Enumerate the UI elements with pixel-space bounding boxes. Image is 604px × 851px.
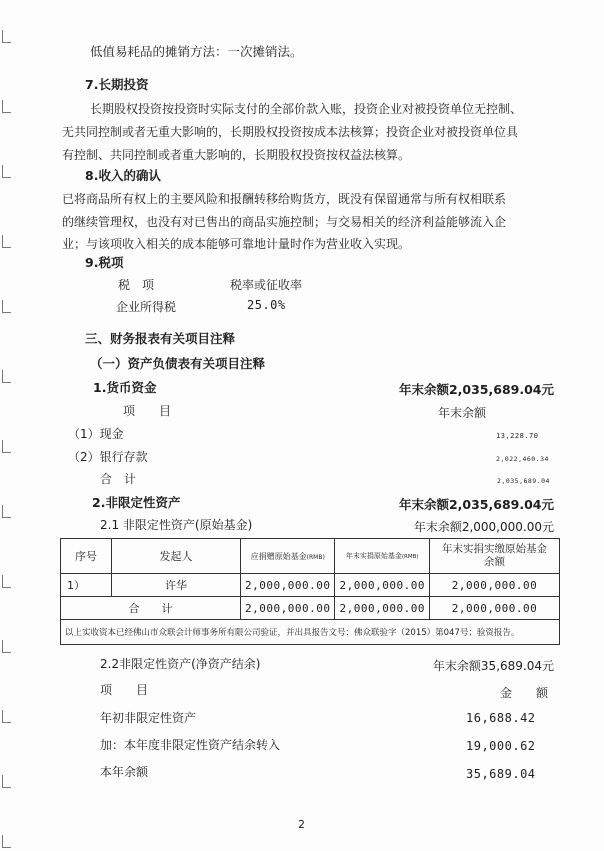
binding-mark [2, 775, 11, 788]
non-restricted-assets-title: 2.非限定性资产 [92, 495, 181, 510]
tax-column-header-rate: 税率或征收率 [230, 278, 303, 292]
total-paid: 2,000,000.00 [429, 597, 559, 620]
tax-rate-value: 25.0% [247, 298, 286, 312]
section-7-paragraph-line: 无共同控制或者无重大影响的，长期股权投资按成本法核算；投资企业对被投资单位具 [62, 125, 519, 139]
binding-mark [2, 370, 11, 383]
row-pledged: 2,000,000.00 [241, 574, 335, 597]
binding-mark [2, 300, 11, 313]
surplus-row-label: 本年余额 [100, 765, 149, 779]
cash-total-label: 合 计 [100, 472, 137, 486]
original-fund-balance: 年末余额2,000,000.00元 [413, 520, 554, 534]
section-7-paragraph-line: 有控制、共同控制或者重大影响的，长期股权投资按权益法核算。 [62, 148, 411, 162]
table-header-row [61, 539, 560, 574]
cash-row-label: （1）现金 [68, 427, 124, 441]
binding-mark [2, 835, 11, 848]
original-fund-subtitle: 2.1 非限定性资产(原始基金) [100, 518, 253, 532]
table-total-row [61, 597, 560, 620]
surplus-column-item: 项 目 [100, 683, 149, 697]
binding-mark [2, 710, 11, 723]
header-pledged: 应捐赠原始基金(RMB) [241, 539, 335, 574]
binding-mark [2, 440, 11, 453]
binding-mark [2, 235, 11, 248]
tax-item-label: 企业所得税 [116, 300, 177, 314]
part-3-title: 三、财务报表有关项目注释 [85, 331, 236, 346]
cash-section-title: 1.货币资金 [93, 380, 157, 395]
row-initiator: 许华 [112, 574, 241, 597]
binding-mark [2, 30, 11, 43]
net-assets-surplus-subtitle: 2.2非限定性资产(净资产结余) [100, 657, 261, 671]
table-row [61, 574, 560, 597]
binding-mark [2, 165, 11, 178]
section-9-title: 9.税项 [85, 255, 124, 270]
binding-mark [2, 640, 11, 653]
cash-year-end-balance: 年末余额2,035,689.04元 [398, 382, 554, 397]
header-seq: 序号 [61, 539, 112, 574]
row-paid: 2,000,000.00 [429, 574, 559, 597]
section-8-title: 8.收入的确认 [85, 168, 161, 183]
tax-column-header-item: 税 项 [118, 278, 155, 292]
page-number: 2 [298, 818, 305, 831]
section-7-title: 7.长期投资 [85, 77, 149, 92]
binding-mark [2, 100, 11, 113]
surplus-row-value: 35,689.04 [466, 767, 536, 781]
row-seq: 1） [61, 574, 112, 597]
cash-total-value: 2,035,689.04 [497, 477, 550, 485]
net-assets-surplus-balance: 年末余额35,689.04元 [432, 659, 554, 673]
header-initiator: 发起人 [112, 539, 241, 574]
section-8-paragraph-line: 已将商品所有权上的主要风险和报酬转移给购货方，既没有保留通常与所有权相联系 [62, 192, 507, 206]
part-3-subtitle: （一）资产负债表有关项目注释 [90, 356, 266, 371]
surplus-row-label: 加：本年度非限定性资产结余转入 [100, 738, 281, 752]
total-actual: 2,000,000.00 [335, 597, 430, 620]
cash-row-value: 13,228.70 [496, 432, 539, 440]
surplus-row-value: 16,688.42 [466, 711, 536, 725]
row-actual: 2,000,000.00 [335, 574, 430, 597]
header-actual: 年末实捐原始基金(RMB) [335, 539, 430, 574]
cash-column-item: 项 目 [123, 404, 172, 418]
total-label: 合 计 [61, 597, 241, 620]
cash-column-amount: 年末余额 [438, 406, 487, 420]
verification-note: 以上实收资本已经佛山市众联会计师事务所有限公司验证，并出具报告文号：佛众联验字（2015）第047号；验资报告。 [61, 620, 560, 645]
cash-row-value: 2,022,460.34 [496, 455, 549, 463]
total-pledged: 2,000,000.00 [241, 597, 335, 620]
low-value-consumables-line: 低值易耗品的摊销方法：一次摊销法。 [90, 44, 303, 59]
binding-mark [2, 575, 11, 588]
section-7-paragraph-line: 长期股权投资按投资时实际支付的全部价款入账，投资企业对被投资单位无控制、 [90, 102, 523, 116]
surplus-row-value: 19,000.62 [466, 739, 536, 753]
non-restricted-assets-balance: 年末余额2,035,689.04元 [398, 497, 554, 512]
section-8-paragraph-line: 业；与该项收入相关的成本能够可靠地计量时作为营业收入实现。 [62, 237, 411, 251]
table-note-row [61, 620, 560, 645]
surplus-column-amount: 金 额 [500, 686, 549, 700]
section-8-paragraph-line: 的继续管理权，也没有对已售出的商品实施控制；与交易相关的经济利益能够流入企 [62, 215, 507, 229]
surplus-row-label: 年初非限定性资产 [100, 711, 197, 725]
cash-row-label: （2）银行存款 [68, 450, 148, 464]
original-fund-table [60, 538, 560, 645]
header-paid: 年末实捐实缴原始基金 余额 [429, 539, 559, 574]
binding-mark [2, 505, 11, 518]
